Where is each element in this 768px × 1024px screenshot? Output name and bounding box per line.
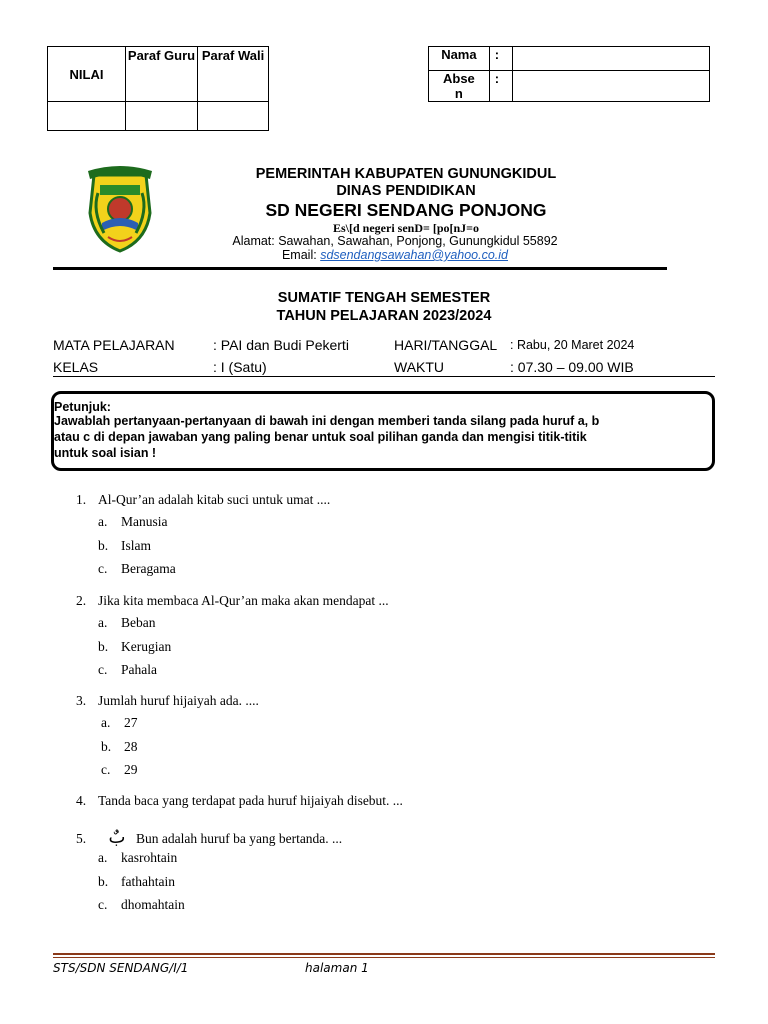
question-1	[76, 492, 330, 508]
option-2-a[interactable]	[98, 615, 156, 631]
nama-colon: :	[489, 47, 512, 71]
waktu-value: : 07.30 – 09.00 WIB	[510, 359, 634, 375]
option-text: 28	[124, 738, 138, 754]
footer-line	[53, 953, 715, 955]
nilai-cell[interactable]	[48, 102, 126, 131]
option-letter: c.	[98, 561, 108, 576]
footer-page: halaman 1	[305, 961, 369, 975]
option-letter: b.	[98, 638, 109, 654]
option-text: kasrohtain	[121, 850, 178, 865]
option-5-b[interactable]	[98, 874, 175, 890]
header-javanese-script: Es\[d negeri senD= [po[nJ=o	[332, 221, 479, 235]
option-1-a[interactable]	[98, 514, 168, 530]
option-letter: b.	[98, 537, 109, 553]
kelas-value: : I (Satu)	[213, 359, 267, 375]
exam-title: SUMATIF TENGAH SEMESTER	[277, 290, 491, 306]
question-text: Jumlah huruf hijaiyah ada. ....	[98, 693, 259, 708]
question-5	[76, 827, 342, 848]
option-2-b[interactable]	[98, 639, 171, 655]
absen-colon: :	[489, 71, 512, 102]
question-text: Tanda baca yang terdapat pada huruf hijaiyah disebut. ...	[98, 793, 403, 808]
option-3-b[interactable]	[101, 739, 138, 755]
option-letter: c.	[98, 662, 108, 677]
question-number: 1.	[76, 492, 87, 507]
option-letter: a.	[98, 615, 108, 630]
option-1-b[interactable]	[98, 538, 151, 554]
email-link[interactable]: sdsendangsawahan@yahoo.co.id	[320, 248, 509, 262]
header-pemerintah: PEMERINTAH KABUPATEN GUNUNGKIDUL	[255, 166, 557, 182]
question-number: 4.	[76, 793, 87, 808]
footer-line-thin	[53, 957, 715, 958]
option-letter: c.	[101, 762, 111, 777]
question-2	[76, 593, 389, 609]
option-3-c[interactable]	[101, 762, 138, 778]
hari-value: : Rabu, 20 Maret 2024	[510, 338, 635, 352]
option-5-a[interactable]	[98, 850, 177, 866]
waktu-label: WAKTU	[394, 359, 445, 375]
question-number: 2.	[76, 593, 87, 608]
option-letter: a.	[98, 850, 108, 865]
info-divider	[53, 376, 715, 377]
header-email-line	[0, 248, 768, 262]
kelas-label: KELAS	[53, 359, 99, 375]
exam-year: TAHUN PELAJARAN 2023/2024	[276, 308, 492, 324]
instructions-title: Petunjuk:	[54, 400, 111, 414]
instructions-line2: atau c di depan jawaban yang paling benar untuk soal pilihan ganda dan mengisi titik-titik	[54, 430, 587, 444]
option-text: Beragama	[121, 561, 176, 576]
hari-label: HARI/TANGGAL	[394, 337, 498, 353]
question-4	[76, 793, 403, 809]
question-number: 5.	[76, 831, 87, 846]
option-letter: b.	[101, 738, 112, 754]
option-3-a[interactable]	[101, 715, 138, 731]
question-text: Jika kita membaca Al-Qur’an maka akan mendapat ...	[98, 593, 389, 608]
arabic-letter: بٌ	[108, 827, 126, 848]
paraf-guru-header: Paraf Guru	[126, 47, 198, 102]
header-dinas: DINAS PENDIDIKAN	[336, 183, 476, 199]
question-text: Al-Qur’an adalah kitab suci untuk umat ....	[98, 492, 331, 507]
question-text: Bun adalah huruf ba yang bertanda. ...	[136, 831, 343, 846]
option-letter: a.	[101, 715, 111, 730]
paraf-wali-header: Paraf Wali	[198, 47, 269, 102]
option-text: Islam	[121, 537, 151, 553]
question-3	[76, 693, 259, 709]
absen-field[interactable]	[512, 71, 709, 102]
footer-code: STS/SDN SENDANG/I/1	[53, 961, 189, 975]
student-table	[428, 46, 710, 102]
option-1-c[interactable]	[98, 561, 176, 577]
instructions-line1: Jawablah pertanyaan-pertanyaan di bawah ini dengan memberi tanda silang pada huruf a, b	[54, 414, 600, 428]
option-text: 27	[124, 715, 138, 730]
nilai-header: NILAI	[48, 47, 126, 102]
header-address: Alamat: Sawahan, Sawahan, Ponjong, Gunungkidul 55892	[232, 234, 558, 248]
mapel-label: MATA PELAJARAN	[53, 337, 175, 353]
instructions-box	[51, 391, 715, 471]
option-text: dhomahtain	[121, 897, 185, 912]
nama-label: Nama	[429, 47, 490, 71]
instructions-line3: untuk soal isian !	[54, 446, 157, 460]
question-number: 3.	[76, 693, 87, 708]
option-2-c[interactable]	[98, 662, 157, 678]
option-text: Kerugian	[121, 638, 172, 654]
header-school-name: SD NEGERI SENDANG PONJONG	[265, 200, 547, 220]
option-text: 29	[124, 762, 138, 777]
paraf-guru-cell[interactable]	[126, 102, 198, 131]
option-5-c[interactable]	[98, 897, 185, 913]
option-letter: b.	[98, 873, 109, 889]
nama-field[interactable]	[512, 47, 709, 71]
option-letter: a.	[98, 514, 108, 529]
header-divider	[53, 267, 667, 270]
email-label: Email:	[281, 248, 317, 262]
absen-label: Abse n	[429, 71, 490, 102]
score-table	[47, 46, 269, 131]
option-text: fathahtain	[121, 873, 175, 889]
paraf-wali-cell[interactable]	[198, 102, 269, 131]
option-letter: c.	[98, 897, 108, 912]
mapel-value: : PAI dan Budi Pekerti	[213, 337, 349, 353]
option-text: Pahala	[121, 662, 157, 677]
option-text: Beban	[121, 615, 156, 630]
option-text: Manusia	[121, 514, 168, 529]
